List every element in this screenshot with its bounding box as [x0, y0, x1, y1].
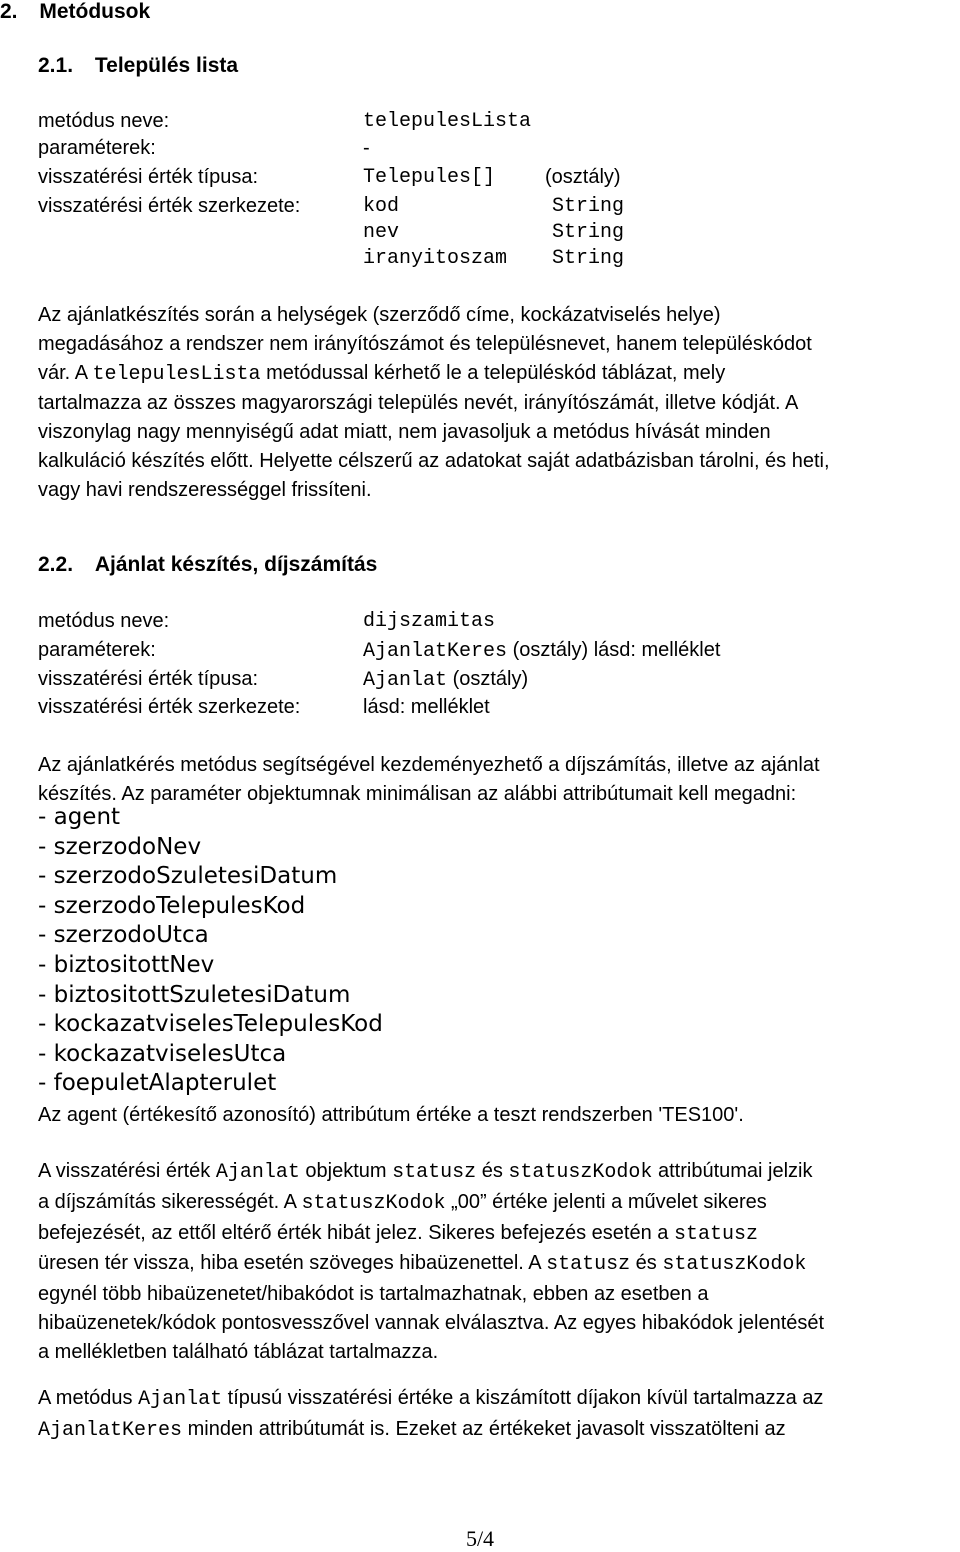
return-type-label: visszatérési érték típusa: [38, 668, 259, 690]
section-title: Település lista [94, 54, 239, 77]
text-run: attribútumai jelzik [652, 1160, 813, 1182]
field-name: iranyitoszam [363, 247, 508, 270]
inline-code: statusz [392, 1161, 477, 1184]
inline-code: statusz [546, 1253, 631, 1277]
agent-note: Az agent (értékesítő azonosító) attribútum értéke a teszt rendszerben 'TES100'. [38, 1104, 744, 1126]
list-item: - kockazatviselesTelepulesKod [38, 1011, 383, 1038]
text-run: minden attribútumát is. Ezeket az értékeket javasolt visszatölteni az [182, 1417, 786, 1440]
text-run: A visszatérési érték [38, 1160, 216, 1182]
section-heading-2 [0, 0, 150, 24]
text-line [38, 1384, 953, 1415]
required-attributes-list [38, 803, 383, 1099]
field-name: kod [363, 195, 400, 218]
text-line: készítés. Az paraméter objektumnak minimálisan az alábbi attribútumait kell megadni: [38, 782, 797, 805]
return-value-paragraph [38, 1157, 953, 1367]
inline-code: Ajanlat [138, 1388, 223, 1411]
text-line: tartalmazza az összes magyarországi település nevét, irányítószámát, illetve kódját. A [38, 392, 799, 415]
text-run: és [630, 1252, 663, 1275]
field-type: String [552, 221, 625, 244]
list-item: - foepuletAlapterulet [38, 1070, 277, 1097]
inline-code: Ajanlat [363, 669, 448, 692]
inline-code: statuszKodok [662, 1253, 807, 1277]
inline-code: statusz [673, 1222, 758, 1246]
method-name-label: metódus neve: [38, 110, 170, 132]
params-label: paraméterek: [38, 137, 156, 159]
inline-code: statuszKodok [508, 1161, 653, 1184]
text-run: vár. A [38, 361, 93, 384]
list-item: - szerzodoTelepulesKod [38, 892, 306, 919]
text-run: a díjszámítás sikerességét. A [38, 1190, 302, 1213]
list-item: - kockazatviselesUtca [38, 1040, 287, 1067]
inline-code: telepulesLista [92, 362, 261, 386]
text-line: egynél több hibaüzenetet/hibakódot is tartalmazhatnak, ebben az esetben a [38, 1283, 709, 1306]
section-title: Metódusok [39, 0, 151, 23]
text-run: objektum [299, 1160, 393, 1182]
section-number: 2.1. [38, 54, 74, 77]
return-type-value [363, 668, 528, 692]
ajanlat-return-paragraph [38, 1384, 953, 1446]
params-value: - [363, 137, 370, 159]
field-type: String [552, 247, 625, 270]
list-item: - biztositottNev [38, 951, 215, 978]
text-line: viszonylag nagy mennyiségű adat miatt, nem javasoljuk a metódus hívását minden [38, 421, 771, 444]
return-type-value: Telepules[] [363, 166, 496, 189]
field-type: String [552, 195, 625, 218]
return-structure-value: lásd: melléklet [363, 696, 490, 718]
section-heading-2-1 [38, 54, 238, 78]
field-name: nev [363, 221, 400, 244]
section-title: Ajánlat készítés, díjszámítás [94, 553, 378, 576]
text-run: üresen tér vissza, hiba esetén szöveges hibaüzenettel. A [38, 1252, 547, 1275]
text-line [38, 1157, 953, 1188]
text-line: megadásához a rendszer nem irányítószámot és településnevet, hanem településkódot [38, 332, 812, 355]
text-run: „00” értéke jelenti a művelet sikeres [445, 1190, 767, 1213]
list-item: - szerzodoUtca [38, 922, 209, 949]
params-value [363, 639, 720, 663]
return-type-label: visszatérési érték típusa: [38, 166, 259, 188]
text-line: Az ajánlatkészítés során a helységek (szerződő címe, kockázatviselés helye) [38, 304, 721, 326]
text-line [38, 359, 953, 390]
text-run: (osztály) lásd: melléklet [507, 639, 721, 661]
text-line [38, 1188, 953, 1219]
section-number: 2. [0, 0, 18, 23]
inline-code: AjanlatKeres [363, 640, 508, 663]
list-item: - agent [38, 804, 121, 830]
return-type-note: (osztály) [545, 166, 621, 188]
text-line: vagy havi rendszerességgel frissíteni. [38, 478, 372, 501]
list-item: - biztositottSzuletesiDatum [38, 981, 351, 1008]
list-item: - szerzodoSzuletesiDatum [38, 863, 338, 890]
list-item: - szerzodoNev [38, 833, 202, 860]
return-structure-label: visszatérési érték szerkezete: [38, 696, 301, 718]
text-line [38, 1219, 953, 1250]
text-line [38, 1249, 953, 1280]
text-line: kalkuláció készítés előtt. Helyette célszerű az adatokat saját adatbázisban tárolni, és heti, [38, 449, 830, 472]
text-run: A metódus [38, 1387, 139, 1409]
text-line [38, 1415, 953, 1446]
text-run: metódussal kérhető le a településkód táblázat, mely [260, 361, 726, 384]
text-line: Az ajánlatkérés metódus segítségével kezdeményezhető a díjszámítás, illetve az ajánlat [38, 754, 820, 776]
text-run: (osztály) [447, 668, 529, 690]
method-name-value: telepulesLista [363, 110, 532, 133]
inline-code: Ajanlat [215, 1161, 300, 1184]
section-heading-2-2 [38, 553, 377, 577]
text-line: hibaüzenetek/kódok pontosvesszővel vannak elválasztva. Az egyes hibakódok jelentését [38, 1311, 825, 1334]
method-name-value: dijszamitas [363, 610, 496, 633]
inline-code: statuszKodok [301, 1191, 446, 1215]
text-run: típusú visszatérési értéke a kiszámított díjakon kívül tartalmazza az [222, 1387, 824, 1409]
page-number: 5/4 [465, 1526, 495, 1551]
section-number: 2.2. [38, 553, 74, 576]
text-run: és [476, 1160, 509, 1182]
inline-code: AjanlatKeres [38, 1418, 183, 1442]
method-name-label: metódus neve: [38, 610, 170, 632]
settlement-paragraph [38, 301, 953, 505]
text-line: a mellékletben található táblázat tartalmazza. [38, 1340, 439, 1363]
quote-intro-paragraph [38, 751, 953, 809]
text-run: befejezését, az ettől eltérő érték hibát jelez. Sikeres befejezés esetén a [38, 1221, 674, 1244]
params-label: paraméterek: [38, 639, 156, 661]
return-structure-label: visszatérési érték szerkezete: [38, 195, 301, 217]
